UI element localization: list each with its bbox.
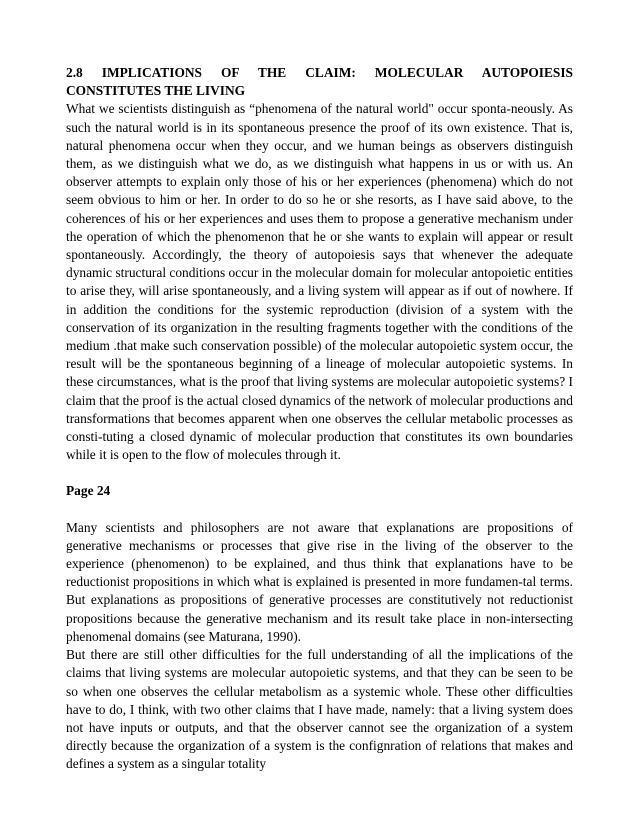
body-paragraph-1: Many scientists and philosophers are not aware that explanations are propositions of generative mechanisms or processes that give rise in the living of the observer to the experience (phenomenon) to be explained, and thus think that explanations have to be reductionist propositions in which what is explained is presented in more fundamen-tal terms. But explanations as propositions of generative processes are constitutively not reductionist propositions because the generative mechanism and its result take place in non-intersecting phenomenal domains (see Maturana, 1990).	[66, 519, 573, 644]
section-heading: 2.8 IMPLICATIONS OF THE CLAIM: MOLECULAR AUTOPOIESIS CONSTITUTES THE LIVING	[66, 65, 573, 99]
document-page	[66, 64, 573, 774]
page-number-label: Page 24	[66, 483, 111, 499]
body-paragraph-2: But there are still other difficulties for the full understanding of all the implications of the claims that living systems are molecular autopoietic systems, and that they can be seen to be so when one observes the cellular metabolism as a systemic whole. These other difficulties have to do, I think, with two other claims that I have made, namely: that a living system does not have inputs or outputs, and that the observer cannot see the organization of a system directly because the organization of a system is the confignration of relations that makes and defines a system as a singular totality	[66, 647, 573, 772]
section-paragraph: What we scientists distinguish as “phenomena of the natural world" occur sponta-neously. As such the natural world is in its spontaneous presence the proof of its own existence. That is, natural phenomena occur when they occur, and we human beings as observers distinguish them, as we distinguish what we do, as we distinguish what happens in us or with us. An observer attempts to explain only those of his or her experiences (phenomena) which do not seem obvious to him or her. In order to do so he or she resorts, as I have said above, to the coherences of his or her experiences and uses them to propose a generative mechanism under the operation of which the phenomenon that he or she wants to explain will appear or result spontaneously. Accordingly, the theory of autopoiesis says that whenever the adequate dynamic structural conditions occur in the molecular domain for molecular antopoietic entities to arise they, will arise spontaneously, and a living system will appear as if out of nowhere. If in addition the conditions for the systemic reproduction (division of a system with the conservation of its organization in the resulting fragments together with the conditions of the medium .that make such conservation possible) of the molecular autopoietic system occur, the result will be the spontaneous beginning of a lineage of molecular autopoietic systems. In these circumstances, what is the proof that living systems are molecular autopoietic systems? I claim that the proof is the actual closed dynamics of the network of molecular productions and transformations that becomes apparent when one observes the cellular metabolic processes as consti-tuting a closed dynamic of molecular production that constitutes its own boundaries while it is open to the flow of molecules through it.	[66, 101, 573, 463]
